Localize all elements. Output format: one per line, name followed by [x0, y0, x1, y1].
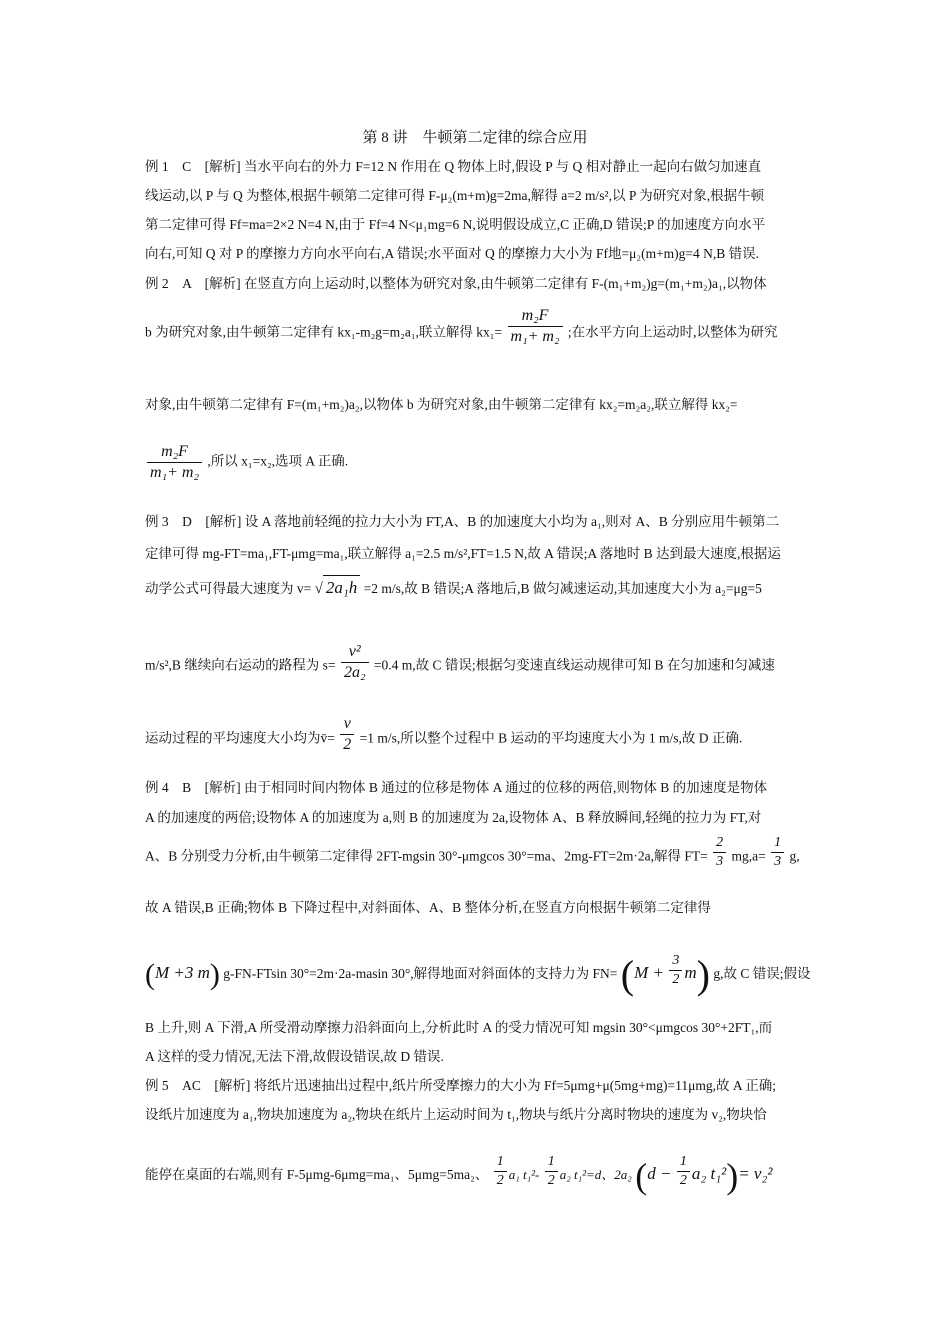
ex5-line-3c: a₂ t₁²=d、2a₂	[559, 1167, 632, 1183]
ex4-line-3b: mg,a=	[731, 848, 766, 864]
fraction-numerator: m₂F	[508, 308, 563, 327]
ex3-fraction-2	[340, 716, 354, 753]
ex4-line-6: B 上升,则 A 下滑,A 所受滑动摩擦力沿斜面向上,分析此时 A 的受力情况可知 mgsin 30°<μmgcos 30°+2FT₁,而	[145, 1020, 773, 1035]
ex4-fraction-3	[669, 954, 682, 987]
ex3-line-5	[145, 715, 815, 753]
ex5-line-2: 设纸片加速度为 a₁,物块加速度为 a₂,物块在纸片上运动时间为 t₁,物块与纸片分离时物块的速度为 v₂,物块恰	[145, 1107, 767, 1122]
sqrt-sign-icon: √	[314, 581, 323, 597]
right-paren-icon: )	[696, 952, 710, 997]
ex2-fraction-2	[147, 444, 202, 481]
ex5-fraction-1	[494, 1155, 507, 1188]
ex5-fraction-3	[677, 1155, 690, 1188]
ex2-line-2b: ;在水平方向上运动时,以整体为研究	[567, 324, 778, 340]
ex2-fraction-1	[508, 308, 563, 345]
fraction-denominator: 2	[672, 971, 680, 987]
ex4-line-5b: g,故 C 错误;假设	[713, 966, 811, 982]
sqrt-radicand: 2a₁h	[323, 575, 360, 597]
ex3-line-4a: m/s²,B 继续向右运动的路程为 s=	[145, 657, 336, 673]
left-paren-icon: (	[635, 1156, 648, 1196]
right-paren-icon: )	[209, 958, 220, 991]
fraction-numerator: 2	[713, 836, 726, 853]
ex2-line-4-text: ,所以 x₁=x₂,选项 A 正确.	[207, 453, 349, 469]
ex4-line-1: 例 4 B [解析] 由于相同时间内物体 B 通过的位移是物体 A 通过的位移的两倍,则物体 B 的加速度是物体	[145, 780, 768, 795]
left-paren-icon: (	[145, 958, 155, 991]
ex2-line-3: 对象,由牛顿第二定律有 F=(m₁+m₂)a₂,以物体 b 为研究对象,由牛顿第二定律有 kx₂=m₂a₂,联立解得 kx₂=	[145, 397, 738, 412]
ex2-line-2a: b 为研究对象,由牛顿第二定律有 kx₁-m₂g=m₂a₁,联立解得 kx₁=	[145, 324, 503, 340]
fraction-denominator: 2	[343, 736, 352, 753]
ex3-line-2: 定律可得 mg-FT=ma₁,FT-μmg=ma₁,联立解得 a₁=2.5 m/s²,FT=1.5 N,故 A 错误;A 落地时 B 达到最大速度,根据运	[145, 546, 781, 561]
page-title: 第 8 讲 牛顿第二定律的综合应用	[362, 130, 588, 146]
fraction-denominator: m₁+ m₂	[510, 328, 560, 345]
fraction-denominator: m₁+ m₂	[150, 464, 200, 481]
fraction-numerator: m₂F	[147, 444, 202, 463]
fraction-denominator: 3	[716, 854, 724, 869]
ex4-line-2: A 的加速度的两倍;设物体 A 的加速度为 a,则 B 的加速度为 2a,设物体 A、B 释放瞬间,轻绳的拉力为 FT,对	[145, 810, 762, 825]
ex5-line-3a: 能停在桌面的右端,则有 F-5μmg-6μmg=ma₁、5μmg=5ma₂、	[145, 1167, 489, 1183]
fraction-denominator: 3	[774, 854, 782, 869]
ex4-line-5a: g-FN-FTsin 30°=2m·2a-masin 30°,解得地面对斜面体的支持力为 FN=	[223, 966, 618, 982]
fraction-denominator: 2	[496, 1172, 504, 1188]
ex3-line-3	[145, 579, 815, 597]
fraction-numerator: 3	[669, 954, 682, 971]
right-paren-icon: )	[726, 1156, 739, 1196]
fraction-numerator: 1	[677, 1155, 690, 1172]
ex1-line-2: 线运动,以 P 与 Q 为整体,根据牛顿第二定律可得 F-μ₂(m+m)g=2ma,解得 a=2 m/s²,以 P 为研究对象,根据牛顿	[145, 188, 765, 203]
ex3-line-5b: =1 m/s,所以整个过程中 B 运动的平均速度大小为 1 m/s,故 D 正确.	[359, 730, 743, 746]
ex4-mass-expr: M +3 m	[155, 963, 210, 983]
fraction-denominator: 2	[547, 1172, 555, 1188]
ex2-line-2	[145, 307, 815, 345]
fraction-numerator: v²	[341, 644, 369, 663]
ex5-fraction-2	[545, 1155, 558, 1188]
left-paren-icon: (	[620, 952, 635, 997]
fraction-numerator: 1	[494, 1155, 507, 1172]
ex4-fraction-2	[771, 836, 784, 869]
fraction-numerator: 1	[771, 836, 784, 853]
ex3-line-3a: 动学公式可得最大速度为 v=	[145, 581, 312, 596]
ex1-line-3: 第二定律可得 Ff=ma=2×2 N=4 N,由于 Ff=4 N<μ₁mg=6 N,说明假设成立,C 正确,D 错误;P 的加速度方向水平	[145, 217, 766, 232]
fraction-denominator: 2	[679, 1172, 687, 1188]
ex1-line-1: 例 1 C [解析] 当水平向右的外力 F=12 N 作用在 Q 物体上时,假设 P 与 Q 相对静止一起向右做匀加速直	[145, 159, 762, 174]
ex3-line-3b: =2 m/s,故 B 错误;A 落地后,B 做匀减速运动,其加速度大小为 a₂=μg=5	[363, 581, 762, 596]
ex2-line-4	[145, 444, 815, 481]
fraction-denominator: 2a₂	[343, 664, 366, 681]
ex4-line-7: A 这样的受力情况,无法下滑,故假设错误,故 D 错误.	[145, 1049, 444, 1064]
ex4-line-3	[145, 835, 815, 869]
fraction-numerator: 1	[545, 1155, 558, 1172]
ex4-mass-expr-3: m	[684, 963, 697, 983]
fraction-numerator: v	[340, 716, 354, 735]
ex3-fraction-1	[341, 644, 369, 681]
ex4-mass-expr-2: M +	[634, 963, 664, 983]
ex1-line-4: 向右,可知 Q 对 P 的摩擦力方向水平向右,A 错误;水平面对 Q 的摩擦力大小为 Ff地=μ₂(m+m)g=4 N,B 错误.	[145, 246, 760, 261]
ex4-fraction-1	[713, 836, 726, 869]
ex5-line-3f: = v₂²	[738, 1164, 773, 1184]
ex5-line-3b: a₁ t₁²-	[508, 1167, 540, 1183]
ex4-line-3a: A、B 分别受力分析,由牛顿第二定律得 2FT-mgsin 30°-μmgcos 30°=ma、2mg-FT=2m·2a,解得 FT=	[145, 848, 708, 864]
ex4-line-3c: g,	[789, 848, 800, 864]
ex3-line-4	[145, 643, 815, 681]
ex3-line-5a: 运动过程的平均速度大小均为v̄=	[145, 730, 335, 746]
ex3-line-1: 例 3 D [解析] 设 A 落地前轻绳的拉力大小为 FT,A、B 的加速度大小均为 a₁,则对 A、B 分别应用牛顿第二	[145, 514, 780, 529]
ex5-line-3d: d −	[647, 1164, 672, 1184]
ex2-line-1: 例 2 A [解析] 在竖直方向上运动时,以整体为研究对象,由牛顿第二定律有 F-(m₁+m₂)g=(m₁+m₂)a₁,以物体	[145, 276, 767, 291]
ex3-line-4b: =0.4 m,故 C 错误;根据匀变速直线运动规律可知 B 在匀加速和匀减速	[373, 657, 775, 673]
ex5-line-3	[145, 1153, 815, 1196]
ex5-line-3e: a₂ t₁²	[691, 1164, 727, 1184]
ex4-line-4: 故 A 错误,B 正确;物体 B 下降过程中,对斜面体、A、B 整体分析,在竖直方向根据牛顿第二定律得	[145, 900, 711, 915]
ex5-line-1: 例 5 AC [解析] 将纸片迅速抽出过程中,纸片所受摩擦力的大小为 Ff=5μmg+μ(5mg+mg)=11μmg,故 A 正确;	[145, 1078, 777, 1093]
ex4-line-5	[145, 952, 815, 997]
